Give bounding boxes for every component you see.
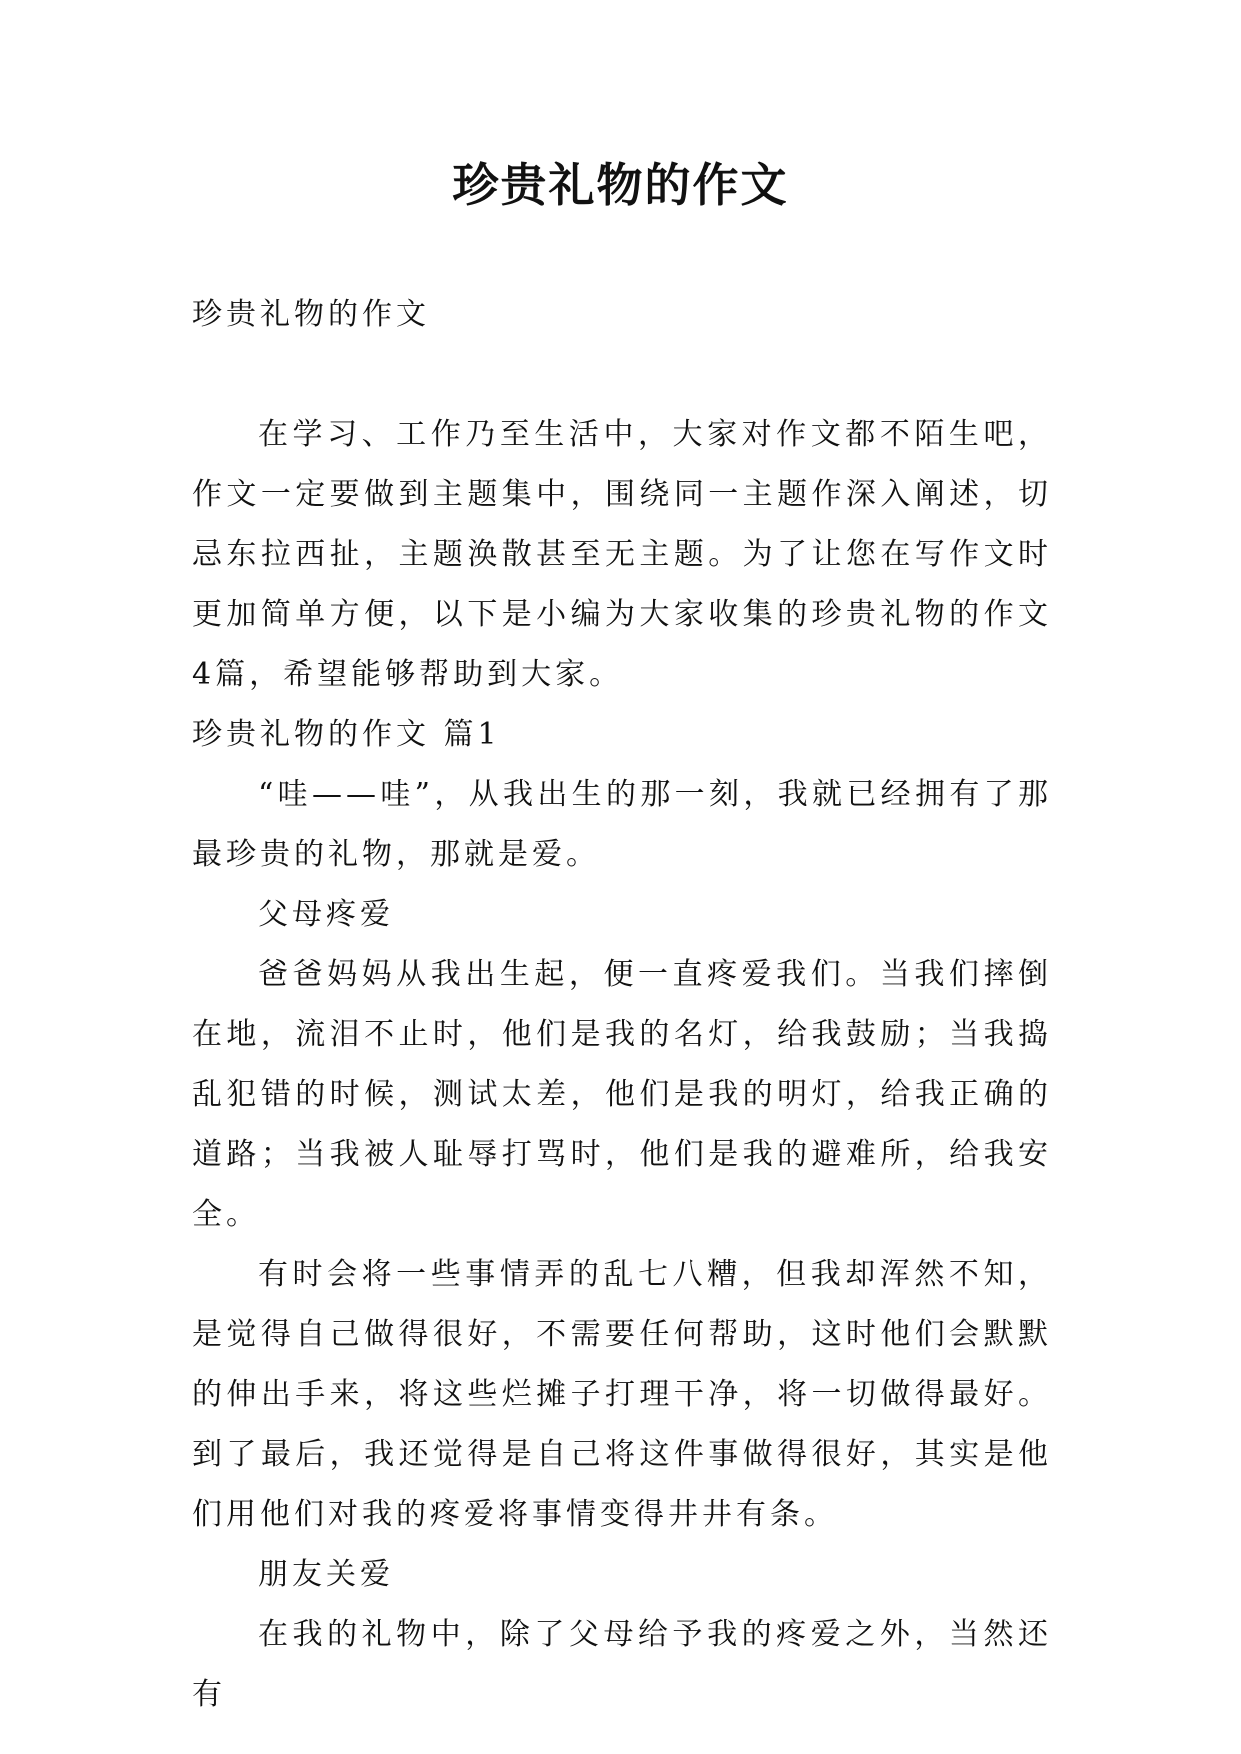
- body-paragraph: 爸爸妈妈从我出生起，便一直疼爱我们。当我们摔倒在地，流泪不止时，他们是我的名灯，给我鼓励；当我捣乱犯错的时候，测试太差，他们是我的明灯，给我正确的道路；当我被人耻辱打骂时，他们是我的避难所，给我安全。: [192, 957, 1052, 1232]
- document-title: 珍贵礼物的作文: [452, 158, 789, 212]
- intro-paragraph: 在学习、工作乃至生活中，大家对作文都不陌生吧，作文一定要做到主题集中，围绕同一主题作深入阐述，切忌东拉西扯，主题涣散甚至无主题。为了让您在写作文时更加简单方便，以下是小编为大家收集的珍贵礼物的作文4篇，希望能够帮助到大家。: [192, 417, 1052, 692]
- section-heading: 珍贵礼物的作文 篇1: [192, 717, 501, 752]
- document-subtitle: 珍贵礼物的作文: [192, 297, 430, 332]
- subheading-parents-love: 父母疼爱: [258, 897, 394, 932]
- body-paragraph: 在我的礼物中，除了父母给予我的疼爱之外，当然还有: [192, 1617, 1052, 1712]
- document-body: [192, 285, 1052, 1725]
- body-paragraph: 有时会将一些事情弄的乱七八糟，但我却浑然不知，是觉得自己做得很好，不需要任何帮助，这时他们会默默的伸出手来，将这些烂摊子打理干净，将一切做得最好。到了最后，我还觉得是自己将这件事做得很好，其实是他们用他们对我的疼爱将事情变得井井有条。: [192, 1257, 1052, 1532]
- body-paragraph: “哇——哇”，从我出生的那一刻，我就已经拥有了那最珍贵的礼物，那就是爱。: [192, 777, 1052, 872]
- subheading-friends-love: 朋友关爱: [258, 1557, 394, 1592]
